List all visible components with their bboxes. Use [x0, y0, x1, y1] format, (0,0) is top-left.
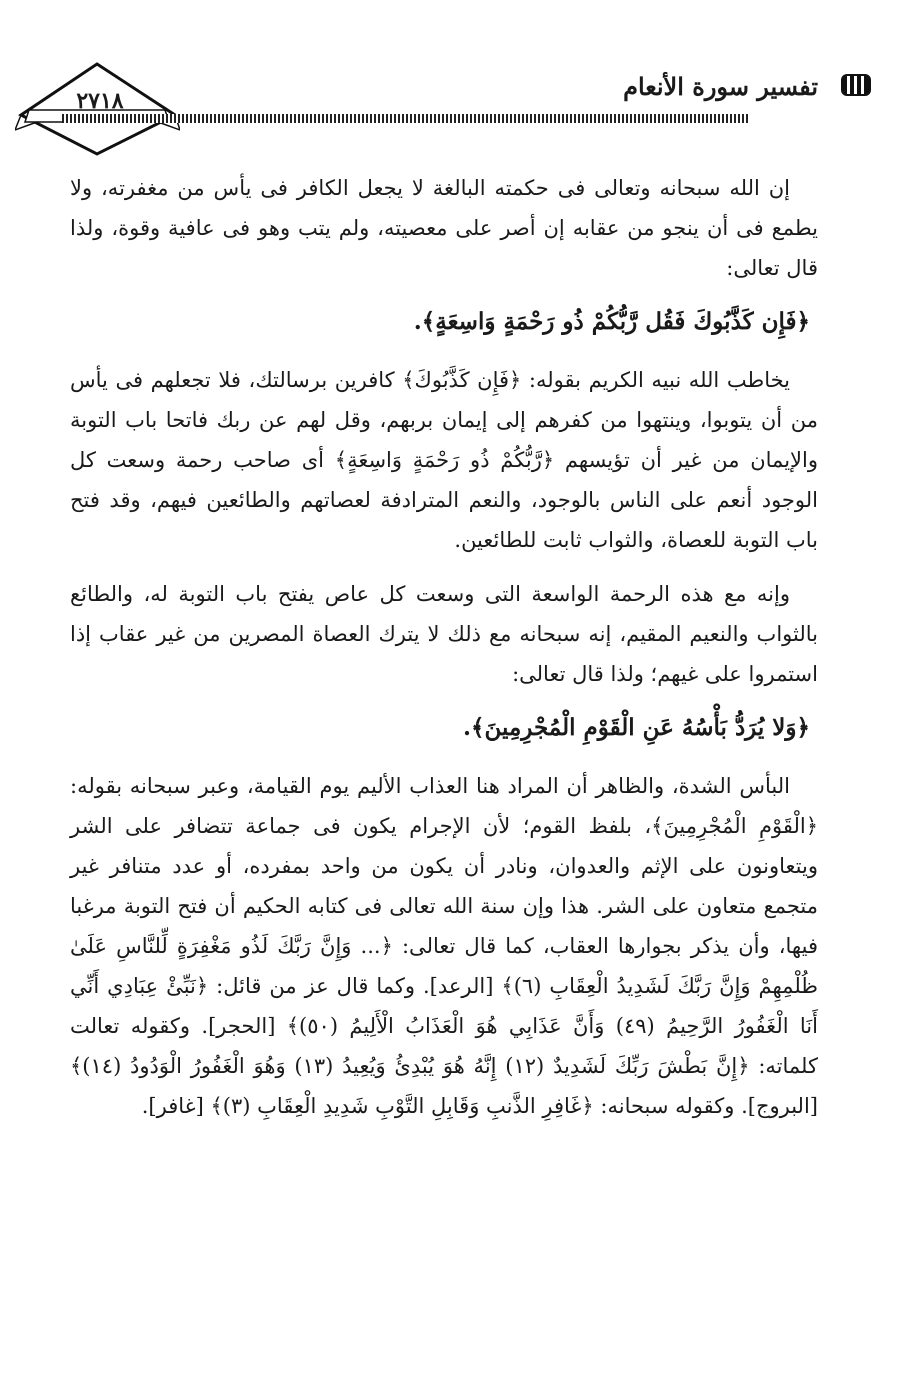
page-header	[0, 0, 923, 160]
header-divider	[62, 114, 748, 123]
quran-verse-1: ﴿فَإِن كَذَّبُوكَ فَقُل رَّبُّكُمْ ذُو رَحْمَةٍ وَاسِعَةٍ﴾.	[413, 308, 810, 335]
paragraph-4: البأس الشدة، والظاهر أن المراد هنا العذاب الأليم يوم القيامة، وعبر سبحانه بقوله: ﴿الْقَوْمِ الْمُجْرِمِينَ﴾، بلفظ القوم؛ لأن الإجرام يكون فى جماعة تتضافر على الشر ويتعاونون على الإثم والعدوان، ونادر أن يكون من واحد بمفرده، أو عدد متنافر غير متجمع متعاون على الشر. هذا وإن سنة الله تعالى فى كتابه الحكيم أن فتح التوبة مرغبا فيها، وأن يذكر بجوارها العقاب، كما قال تعالى: ﴿... وَإِنَّ رَبَّكَ لَذُو مَغْفِرَةٍ لِّلنَّاسِ عَلَىٰ ظُلْمِهِمْ وَإِنَّ رَبَّكَ لَشَدِيدُ الْعِقَابِ (٦)﴾ [الرعد]. وكما قال عز من قائل: ﴿نَبِّئْ عِبَادِي أَنِّي أَنَا الْغَفُورُ الرَّحِيمُ (٤٩) وَأَنَّ عَذَابِي هُوَ الْعَذَابُ الْأَلِيمُ (٥٠)﴾ [الحجر]. وكقوله تعالت كلماته: ﴿إِنَّ بَطْشَ رَبِّكَ لَشَدِيدٌ (١٢) إِنَّهُ هُوَ يُبْدِئُ وَيُعِيدُ (١٣) وَهُوَ الْغَفُورُ الْوَدُودُ (١٤)﴾ [البروج]. وكقوله سبحانه: ﴿غَافِرِ الذَّنبِ وَقَابِلِ التَّوْبِ شَدِيدِ الْعِقَابِ (٣)﴾ [غافر].	[70, 774, 818, 1118]
paragraph-1: إن الله سبحانه وتعالى فى حكمته البالغة لا يجعل الكافر فى يأس من مغفرته، ولا يطمع فى أن ينجو من عقابه إن أصر على معصيته، ولم يتب وهو فى عافية وقوة، ولذا قال تعالى:	[70, 176, 818, 280]
paragraph-2: يخاطب الله نبيه الكريم بقوله: ﴿فَإِن كَذَّبُوكَ﴾ كافرين برسالتك، فلا تجعلهم فى يأس من أن يتوبوا، وينتهوا من كفرهم إلى إيمان بربهم، وقل لهم عن ربك فاتحا باب التوبة والإيمان من غير أن تؤيسهم ﴿رَّبُّكُمْ ذُو رَحْمَةٍ وَاسِعَةٍ﴾ أى صاحب رحمة وسعت كل الوجود أنعم على الناس بالوجود، والنعم المترادفة لعصاتهم والطائعين فيهم، وقد فتح باب التوبة للعصاة، والثواب ثابت للطائعين.	[70, 368, 818, 552]
paragraph-3: وإنه مع هذه الرحمة الواسعة التى وسعت كل عاص يفتح باب التوبة له، والطائع بالثواب والنعيم المقيم، إنه سبحانه مع ذلك لا يترك العصاة المصرين من غير عقاب إذا استمروا على غيهم؛ ولذا قال تعالى:	[70, 582, 818, 686]
page-number: ٢٧١٨	[76, 88, 124, 114]
page-body	[70, 168, 818, 1140]
title-ornament-icon	[839, 70, 873, 100]
quran-verse-2: ﴿وَلا يُرَدُّ بَأْسُهُ عَنِ الْقَوْمِ الْمُجْرِمِينَ﴾.	[463, 714, 810, 741]
running-title: تفسير سورة الأنعام	[623, 72, 818, 101]
